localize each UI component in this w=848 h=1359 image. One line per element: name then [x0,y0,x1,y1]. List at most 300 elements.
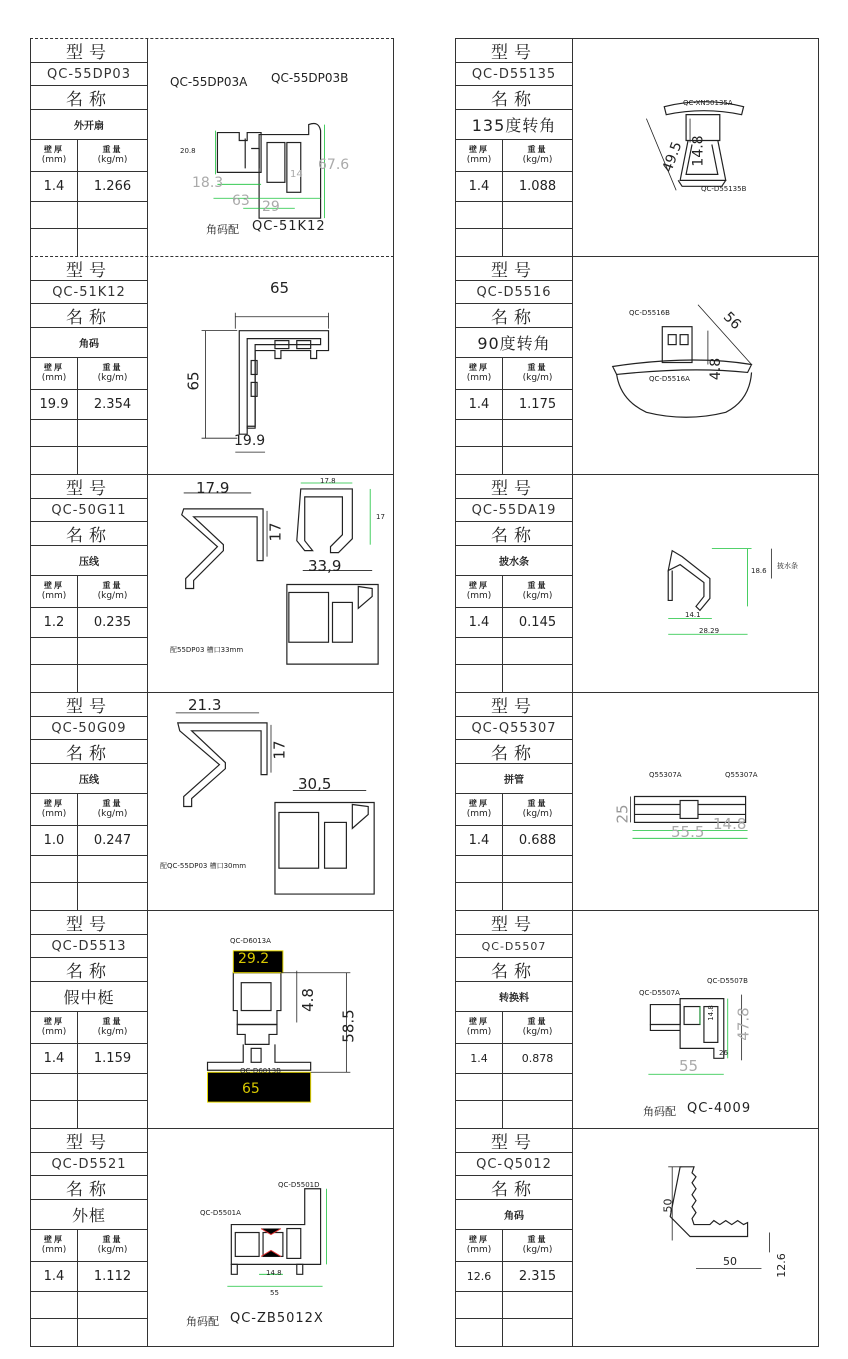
thickness-label: 壁厚 [469,363,489,372]
model-label [31,1129,147,1153]
name-label-text: 名称 [491,308,537,328]
model-code-text: QC-D5521 [51,1156,127,1172]
model-label [31,39,147,63]
drawing-label: 14.1 [685,611,701,619]
thickness-label: 壁厚 [469,1017,489,1026]
name-label [31,1176,147,1200]
thickness-label: 壁厚 [469,1235,489,1244]
product-name-text: 90度转角 [477,334,551,353]
product-name [456,110,572,140]
product-name-text: 135度转角 [471,116,557,135]
drawing-label: QC-D5516A [649,375,690,383]
drawing-label: 67.6 [318,157,350,173]
model-code [456,63,572,86]
profile-drawing [148,693,393,910]
empty-row [31,202,147,229]
model-code [456,1153,572,1176]
model-code [31,281,147,304]
thickness-label: 壁厚 [44,145,64,154]
model-code [31,717,147,740]
weight-unit: (kg/m) [97,591,128,601]
product-name [31,546,147,576]
drawing-label: QC-D6013A [230,937,271,945]
product-name [456,546,572,576]
drawing-label: 56 [719,309,744,333]
model-label-text: 型号 [66,1133,112,1153]
name-label [31,304,147,328]
thickness-value: 19.9 [39,397,69,412]
weight-label: 重量 [527,1235,548,1244]
empty-row [456,638,572,665]
model-label [456,693,572,717]
profile-drawing [148,257,393,474]
drawing-label: 58.5 [339,1009,358,1043]
profile-card [30,256,394,474]
profile-card [455,1128,819,1347]
product-name [456,328,572,358]
name-label [31,86,147,110]
profile-drawing-svg [573,911,818,1128]
right-column [455,38,819,1347]
name-label-text: 名称 [66,962,112,982]
weight-unit: (kg/m) [97,809,128,819]
drawing-label: 55 [270,1289,279,1297]
empty-row [456,883,572,910]
profile-info [456,475,573,692]
drawing-label: 29 [262,199,280,215]
drawing-label: QC-D5501D [278,1181,320,1189]
drawing-note: 配55DP03 槽口33mm [170,646,244,654]
thickness-unit: (mm) [41,1245,67,1255]
model-code-text: QC-D5507 [481,939,547,953]
profile-drawing [573,39,818,256]
corner-note-prefix: 角码配 [643,1105,676,1118]
drawing-label: 63 [232,193,250,209]
empty-row [31,665,147,692]
drawing-label: 披水条 [777,562,798,570]
drawing-label: 28.29 [699,627,720,635]
model-label-text: 型号 [491,1133,537,1153]
weight-value: 1.088 [518,179,557,194]
drawing-label: 18.3 [192,175,224,191]
thickness-value: 12.6 [466,1270,492,1283]
drawing-label: 19.9 [234,433,266,449]
model-code [31,499,147,522]
empty-row [31,638,147,665]
product-name [456,1200,572,1230]
drawing-label: QC-55DP03B [271,71,349,85]
profile-drawing-svg [573,475,818,692]
model-code [456,717,572,740]
spec-values [31,826,147,856]
weight-value: 1.175 [518,397,557,412]
product-name [456,982,572,1012]
name-label-text: 名称 [66,1180,112,1200]
thickness-value: 1.4 [43,1269,65,1284]
weight-value: 1.159 [93,1051,132,1066]
product-name [31,982,147,1012]
product-name-text: 压线 [79,557,99,568]
drawing-label: QC-D5501A [200,1209,241,1217]
model-label-text: 型号 [491,43,537,63]
spec-header [456,358,572,390]
profile-drawing-svg [148,475,393,692]
model-code [456,935,572,958]
weight-label: 重量 [102,581,123,590]
model-code [31,1153,147,1176]
model-code-text: QC-51K12 [52,284,126,300]
name-label-text: 名称 [491,962,537,982]
name-label [31,958,147,982]
drawing-label: 65 [184,371,203,391]
weight-value: 1.112 [93,1269,132,1284]
model-label [456,39,572,63]
product-name-text: 转换料 [499,993,529,1004]
spec-values [31,1262,147,1292]
thickness-value: 1.4 [468,179,490,194]
model-label-text: 型号 [66,43,112,63]
profile-info [31,1129,148,1346]
thickness-unit: (mm) [466,373,492,383]
model-label-text: 型号 [66,479,112,499]
corner-note-prefix: 角码配 [186,1315,219,1328]
drawing-label: 17.8 [320,477,336,485]
thickness-label: 壁厚 [469,145,489,154]
profile-card [455,692,819,910]
profile-drawing [148,1129,393,1346]
name-label [31,522,147,546]
drawing-label: 65 [242,1081,260,1097]
model-code-text: QC-Q5012 [476,1156,552,1172]
name-label [456,958,572,982]
weight-value: 0.688 [518,833,557,848]
corner-note-prefix: 角码配 [206,223,239,236]
weight-unit: (kg/m) [522,1027,553,1037]
model-label [31,911,147,935]
name-label-text: 名称 [491,90,537,110]
weight-unit: (kg/m) [97,1027,128,1037]
empty-row [31,447,147,474]
spec-header [456,1230,572,1262]
drawing-label: 50 [661,1198,675,1213]
spec-values [31,608,147,638]
spec-header [31,1012,147,1044]
empty-row [456,665,572,692]
thickness-label: 壁厚 [469,581,489,590]
empty-row [31,883,147,910]
empty-row [456,1292,572,1319]
weight-label: 重量 [102,1017,123,1026]
model-label-text: 型号 [491,479,537,499]
thickness-label: 壁厚 [44,1017,64,1026]
weight-value: 0.145 [518,615,557,630]
thickness-label: 壁厚 [44,363,64,372]
profile-card [30,1128,394,1347]
weight-label: 重量 [527,145,548,154]
profile-drawing [573,693,818,910]
product-name-text: 角码 [504,1211,524,1222]
profile-card [30,910,394,1128]
model-code [31,63,147,86]
name-label-text: 名称 [66,308,112,328]
model-label [31,475,147,499]
weight-value: 2.315 [518,1269,557,1284]
model-label [456,911,572,935]
weight-value: 2.354 [93,397,132,412]
weight-value: 0.247 [93,833,132,848]
profile-drawing [148,911,393,1128]
profile-info [456,39,573,256]
name-label [31,740,147,764]
name-label [456,304,572,328]
product-name [31,764,147,794]
empty-row [456,1074,572,1101]
weight-label: 重量 [102,1235,123,1244]
thickness-unit: (mm) [466,1027,492,1037]
thickness-unit: (mm) [41,1027,67,1037]
empty-row [456,420,572,447]
spec-header [31,794,147,826]
thickness-value: 1.4 [468,397,490,412]
weight-unit: (kg/m) [522,1245,553,1255]
model-code-text: QC-55DP03 [47,66,131,82]
product-name [31,1200,147,1230]
product-name [31,328,147,358]
product-name-text: 压线 [79,775,99,786]
empty-row [31,1074,147,1101]
model-code [456,499,572,522]
product-name-text: 拼管 [504,775,524,786]
drawing-label: 55 [679,1057,699,1075]
spec-values [31,172,147,202]
profile-drawing [573,257,818,474]
model-label [31,257,147,281]
model-label-text: 型号 [66,697,112,717]
name-label [456,86,572,110]
thickness-unit: (mm) [466,1245,492,1255]
drawing-label: 14.8 [690,135,707,167]
drawing-label: 4.8 [708,357,725,381]
weight-value: 0.878 [521,1052,554,1065]
drawing-label: Q55307A [649,771,682,779]
weight-label: 重量 [527,1017,548,1026]
weight-unit: (kg/m) [97,373,128,383]
weight-unit: (kg/m) [97,155,128,165]
weight-value: 1.266 [93,179,132,194]
profile-drawing-svg [573,257,818,474]
profile-info [456,1129,573,1346]
empty-row [456,1101,572,1128]
drawing-label: Q55307A [725,771,758,779]
name-label-text: 名称 [66,90,112,110]
drawing-label: 18.6 [751,567,767,575]
drawing-label: QC-D6013B [240,1067,281,1075]
thickness-unit: (mm) [466,809,492,819]
name-label [456,522,572,546]
drawing-label: 55.5 [671,823,705,841]
thickness-unit: (mm) [466,155,492,165]
spec-header [456,1012,572,1044]
model-label-text: 型号 [491,697,537,717]
profile-drawing [573,911,818,1128]
weight-unit: (kg/m) [522,155,553,165]
profile-info [31,693,148,910]
product-name-text: 外框 [71,1206,106,1225]
corner-note-code: QC-51K12 [252,219,326,234]
name-label-text: 名称 [66,744,112,764]
spec-header [456,140,572,172]
weight-unit: (kg/m) [522,373,553,383]
profile-card [455,38,819,256]
profile-drawing [573,1129,818,1346]
model-code-text: QC-D55135 [471,66,557,82]
drawing-label: 14.8 [706,1005,715,1021]
profile-info [31,257,148,474]
product-name [456,764,572,794]
spec-values [31,390,147,420]
profile-drawing [148,39,393,256]
profile-info [31,475,148,692]
thickness-unit: (mm) [41,155,67,165]
weight-unit: (kg/m) [522,591,553,601]
profile-card [30,474,394,692]
drawing-label: 17 [270,740,289,760]
model-code-text: QC-Q55307 [471,720,557,736]
product-name-text: 外开扇 [74,121,104,132]
spec-values [456,826,572,856]
drawing-label: QC-D5507A [639,989,680,997]
spec-header [456,576,572,608]
spec-values [456,390,572,420]
drawing-label: 12.6 [774,1253,788,1278]
spec-header [31,358,147,390]
product-name-text: 披水条 [499,557,529,568]
profile-info [456,257,573,474]
drawing-label: 21.3 [188,696,222,714]
drawing-label: 14.8 [713,815,747,833]
drawing-label: 25 [613,804,632,824]
profile-card [455,910,819,1128]
empty-row [456,202,572,229]
profile-card [30,38,394,256]
spec-header [31,140,147,172]
thickness-label: 壁厚 [44,581,64,590]
spec-header [31,1230,147,1262]
drawing-label: 14 [290,169,303,180]
name-label [456,740,572,764]
product-name [31,110,147,140]
drawing-note: 配QC-55DP03 槽口30mm [160,862,247,870]
weight-label: 重量 [527,363,548,372]
spec-header [31,576,147,608]
thickness-unit: (mm) [41,591,67,601]
model-code [456,281,572,304]
thickness-value: 1.4 [470,1052,488,1065]
drawing-label: 4.8 [298,988,317,1012]
model-code-text: QC-50G09 [51,720,127,736]
model-code-text: QC-D5513 [51,938,127,954]
profile-info [31,911,148,1128]
empty-row [31,856,147,883]
thickness-value: 1.4 [468,833,490,848]
corner-note-code: QC-ZB5012X [230,1311,324,1326]
profile-info [456,911,573,1128]
spec-header [456,794,572,826]
drawing-label: 29.2 [238,951,270,967]
profile-card [455,256,819,474]
thickness-unit: (mm) [41,373,67,383]
empty-row [456,447,572,474]
corner-note-code: QC-4009 [687,1101,752,1116]
empty-row [456,1319,572,1346]
thickness-label: 壁厚 [44,1235,64,1244]
model-code-text: QC-55DA19 [471,502,557,518]
profile-card [30,692,394,910]
thickness-unit: (mm) [466,591,492,601]
name-label-text: 名称 [66,526,112,546]
left-column [30,38,394,1347]
drawing-label: 50 [723,1255,737,1268]
drawing-label: 17 [376,513,385,521]
drawing-label: QC-D5507B [707,977,748,985]
thickness-unit: (mm) [41,809,67,819]
drawing-label: 33,9 [308,557,342,575]
drawing-label: QC-D5516B [629,309,670,317]
model-label-text: 型号 [66,915,112,935]
name-label-text: 名称 [491,526,537,546]
product-name-text: 假中梃 [63,988,115,1007]
weight-label: 重量 [102,799,123,808]
empty-row [456,856,572,883]
thickness-value: 1.0 [43,833,65,848]
profile-card [455,474,819,692]
product-name-text: 角码 [79,339,99,350]
thickness-value: 1.4 [468,615,490,630]
drawing-label: QC-55DP03A [170,75,248,89]
empty-row [31,1319,147,1346]
thickness-value: 1.4 [43,179,65,194]
name-label-text: 名称 [491,1180,537,1200]
drawing-label: 65 [270,279,290,297]
spec-values [456,1044,572,1074]
drawing-label: 20.8 [180,147,196,155]
model-code [31,935,147,958]
drawing-label: 49.5 [659,139,686,175]
empty-row [31,1101,147,1128]
profile-drawing-svg [148,693,393,910]
weight-unit: (kg/m) [97,1245,128,1255]
thickness-label: 壁厚 [469,799,489,808]
name-label-text: 名称 [491,744,537,764]
model-code-text: QC-D5516 [476,284,552,300]
name-label [456,1176,572,1200]
weight-unit: (kg/m) [522,809,553,819]
profile-drawing [148,475,393,692]
drawing-label: QC-D55135B [701,185,747,193]
weight-label: 重量 [102,363,123,372]
model-label [31,693,147,717]
weight-label: 重量 [527,799,548,808]
thickness-label: 壁厚 [44,799,64,808]
drawing-label: 30,5 [298,775,332,793]
model-label [456,1129,572,1153]
drawing-label: 47.8 [734,1007,753,1041]
drawing-label: 26 [719,1049,728,1057]
spec-values [456,608,572,638]
empty-row [31,420,147,447]
empty-row [456,229,572,256]
empty-row [31,1292,147,1319]
